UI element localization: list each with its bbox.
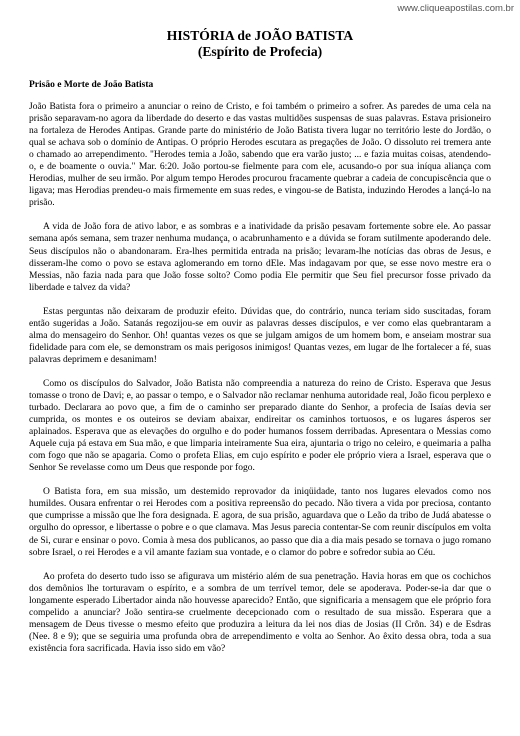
section-title: Prisão e Morte de João Batista [29, 80, 154, 90]
document-page [29, 28, 491, 667]
paragraph: A vida de João fora de ativo labor, e as sombras e a inatividade da prisão pesavam fortemente sobre ele. Ao passar semana após semana, sem trazer nenhuma mudança, o acabrunhamento e a dúvida se foram sutilmente apoderando dele. Seus discípulos não o abandonaram. Era-lhes permitida entrada na prisão; levaram-lhe notícias das obras de Jesus, e disseram-lhe como o povo se estava aglomerando em torno dEle. Mas indagavam por que, se esse novo mestre era o Messias, não fazia nada para que João fosse solto? Como podia Ele permitir que Seu fiel precursor fosse privado da liberdade e talvez da vida? [29, 222, 491, 293]
paragraph: Estas perguntas não deixaram de produzir efeito. Dúvidas que, do contrário, nunca teriam sido suscitadas, foram então sugeridas a João. Satanás regozijou-se em ouvir as palavras desses discípulos, e ver como elas quebrantaram a alma do mensageiro do Senhor. Oh! quantas vezes os que se julgam amigos de um homem bom, e anseiam mostrar sua fidelidade para com ele, se demonstram os mais perigosos inimigos! Quantas vezes, em lugar de lhe fortalecer a fé, suas palavras deprimem e desanimam! [29, 306, 491, 365]
site-url: www.cliqueapostilas.com.br [397, 3, 514, 14]
paragraph: O Batista fora, em sua missão, um destemido reprovador da iniqüidade, tanto nos lugares elevados como nos humildes. Ousara enfrentar o rei Herodes com a positiva repreensão do pecado. Não tivera a vida por preciosa, contanto que cumprisse a missão que lhe fora designada. E agora, de sua prisão, aguardava que o Leão da tribo de Judá abatesse o orgulho do opressor, e libertasse o pobre e o que clamava. Mas Jesus parecia contentar-Se com reunir discípulos em volta de Si, curar e ensinar o povo. Comia à mesa dos publicanos, ao passo que dia a dia mais pesado se tornava o jugo romano sobre Israel, o rei Herodes e a vil amante faziam sua vontade, e o clamor do pobre e sofredor subia ao Céu. [29, 487, 491, 558]
paragraph: Ao profeta do deserto tudo isso se afigurava um mistério além de sua penetração. Havia horas em que os cochichos dos demônios lhe torturavam o espírito, e a sombra de um terrível temor, dele se apoderava. Poder-se-ia dar que o longamente esperado Libertador ainda não houvesse aparecido? Então, que significaria a mensagem que ele próprio fora compelido a anunciar? João sentira-se cruelmente decepcionado com o resultado de sua missão. Esperara que a mensagem de Deus tivesse o mesmo efeito que produzira a leitura da lei nos dias de Josias (II Crôn. 34) e de Esdras (Nee. 8 e 9); que se seguiria uma profunda obra de arrependimento e volta ao Senhor. Ao êxito dessa obra, toda a sua existência fora sacrificada. Havia isso sido em vão? [29, 571, 491, 654]
document-title: HISTÓRIA de JOÃO BATISTA [166, 28, 354, 43]
paragraph: João Batista fora o primeiro a anunciar o reino de Cristo, e foi também o primeiro a sofrer. As paredes de uma cela na prisão separavam-no agora da liberdade do deserto e das vastas multidões suspensas de suas palavras. Estava prisioneiro na fortaleza de Herodes Antipas. Grande parte do ministério de João Batista tivera lugar no território leste do Jordão, o qual se achava sob o domínio de Antipas. O próprio Herodes escutara as pregações de João. O dissoluto rei tremera ante o chamado ao arrependimento. "Herodes temia a João, sabendo que era varão justo; ... e fazia muitas coisas, atendendo-o, e de boamente o ouvia." Mar. 6:20. João portou-se fielmente para com ele, acusando-o por sua iníqua aliança com Herodias, mulher de seu irmão. Por algum tempo Herodes procurou fracamente quebrar a cadeia de concupiscência que o ligava; mas Herodias prendeu-o mais firmemente em suas redes, e vingou-se de Batista, induzindo Herodes a lançá-lo na prisão. [29, 102, 491, 209]
document-subtitle: (Espírito de Profecia) [197, 44, 323, 59]
paragraph: Como os discípulos do Salvador, João Batista não compreendia a natureza do reino de Cristo. Esperava que Jesus tomasse o trono de Davi; e, ao passar o tempo, e o Salvador não reclamar nenhuma autoridade real, João ficou perplexo e turbado. Declarara ao povo que, a fim de o caminho ser preparado diante do Senhor, a profecia de Isaías devia ser cumprida, os montes e os outeiros se deviam abaixar, endireitar os caminhos tortuosos, e os lugares ásperos ser aplainados. Esperava que as elevações do orgulho e do poder humanos fossem derribadas. Apresentara o Messias como Aquele cuja pá estava em Sua mão, e que limparia inteiramente Sua eira, ajuntaria o trigo no celeiro, e queimaria a palha com fogo que não se apagaria. Como o profeta Elias, em cujo espírito e poder ele próprio viera a Israel, esperava que o Senhor Se revelasse como um Deus que responde por fogo. [29, 378, 491, 474]
